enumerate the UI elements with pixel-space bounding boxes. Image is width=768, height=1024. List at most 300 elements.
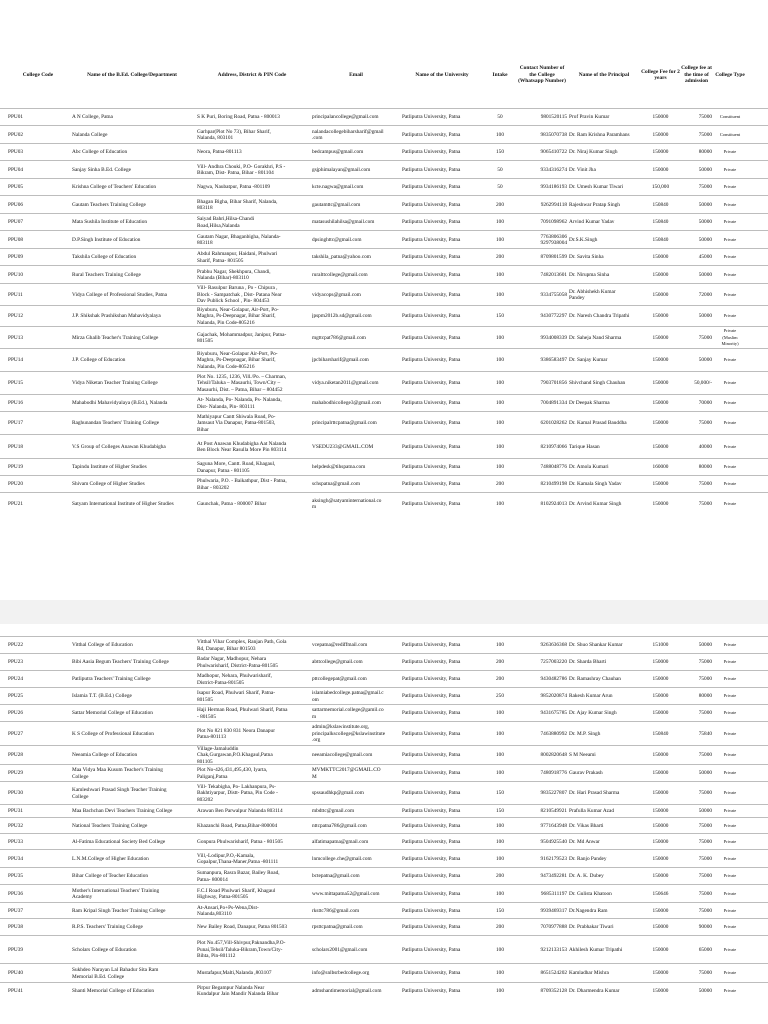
table-row: [0, 781, 768, 805]
cell-intake: 100: [496, 642, 504, 649]
cell-address: Village-Jamaluddin Chak,Gurgawan,P.O.Khagaul,Patna 801105: [197, 746, 273, 765]
cell-address: Biyuburu, Near-Golapur Air-Port, Po- Maghra, Ps-Deepnagar, Bihar Sharif, Nalanda, Pin Code-805216: [197, 350, 278, 370]
cell-intake: 250: [496, 693, 504, 700]
cell-college-type: Private (Muslim Minority): [721, 328, 739, 347]
cell-address: At- Nalanda, Po- Nalanda, Ps- Nalanda, Dist- Nalanda, Pin- 803111: [197, 397, 282, 410]
cell-email: mgttcpat786@gmail.com: [312, 334, 366, 341]
cell-contact-number: 9852020874: [540, 693, 567, 700]
cell-college-code: PPU29: [8, 770, 24, 777]
cell-college-code: PPU03: [8, 149, 24, 156]
cell-fee-2-years: 150000: [652, 291, 669, 298]
cell-college-code: PPU38: [8, 924, 24, 931]
cell-principal: Dr. Ramashray Chauhan: [569, 676, 621, 683]
cell-principal: Dr. Arvind Kumar Singh: [569, 500, 622, 507]
cell-fee-admission: 75840: [698, 730, 712, 737]
cell-college-code: PPU07: [8, 219, 24, 226]
cell-contact-number: 9771643948: [540, 822, 567, 829]
cell-university: Patliputra University, Patna: [402, 770, 461, 777]
cell-contact-number: 9065410722: [540, 149, 567, 156]
cell-principal: Dr.S.K.Singh: [569, 236, 598, 243]
cell-college-name: Maa Bachchan Devi Teachers Training College: [72, 808, 173, 815]
cell-fee-2-years: 150646: [652, 890, 669, 897]
cell-college-type: Private: [723, 693, 737, 699]
cell-fee-2-years: 150000: [652, 420, 669, 427]
cell-principal: Prof Pravin Kumar: [569, 114, 610, 121]
cell-college-code: PPU26: [8, 710, 24, 717]
cell-contact-number: 6201028262: [540, 420, 567, 427]
table-row: [0, 248, 768, 266]
cell-college-name: Islamia T.T. (B.Ed.) College: [72, 693, 132, 700]
cell-college-name: Nalanda College: [72, 131, 108, 138]
cell-fee-2-years: 150000: [652, 166, 669, 173]
cell-university: Patliputra University, Patna: [402, 924, 461, 931]
table-row: [0, 884, 768, 903]
cell-college-name: Mother's International Teachers' Training Academy: [72, 887, 160, 900]
cell-contact-number: 9212133153: [540, 946, 567, 953]
cell-email: vidyacops@gmail.com: [312, 291, 361, 298]
cell-college-name: Vidya College of Professional Studies, Patna: [72, 291, 168, 298]
cell-university: Patliputra University, Patna: [402, 907, 461, 914]
cell-principal: Dr. Sharda Bharti: [569, 659, 607, 666]
cell-principal: Dr. Vinit Jha: [569, 166, 596, 173]
cell-email: jpcbiharsharif@gmail.com: [312, 357, 369, 364]
cell-principal: Dr. Ranjo Pandey: [569, 855, 607, 862]
cell-fee-2-years: 150840: [652, 201, 669, 208]
cell-address: Badar Nagar, Madhopur, Nehara Phulwarisharif, District-Patna-801505: [197, 656, 278, 669]
table-row: [0, 411, 768, 435]
table-row: [0, 918, 768, 936]
cell-address: Vill,-Lodipur,P.O,-Kamala, Gopalpur,Thana-Maner,Patna -801111: [197, 852, 279, 865]
cell-principal: Prafulla Kumar Azad: [569, 808, 615, 815]
cell-college-type: Private: [723, 987, 737, 993]
cell-fee-admission: 75000: [698, 752, 712, 759]
cell-college-code: PPU18: [8, 443, 24, 450]
cell-intake: 150: [496, 313, 504, 320]
cell-college-code: PPU05: [8, 184, 24, 191]
cell-college-code: PPU32: [8, 822, 24, 829]
cell-intake: 100: [496, 464, 504, 471]
table-row: [0, 143, 768, 161]
table-row: [0, 160, 768, 179]
cell-college-code: PPU25: [8, 693, 24, 700]
cell-email: admshantimemorial@gmail.com: [312, 987, 382, 994]
cell-contact-number: 7091098962: [540, 219, 567, 226]
cell-address: Gaunchak, Patna - 800007 Bihar: [197, 500, 267, 507]
cell-intake: 200: [496, 659, 504, 666]
cell-university: Patliputra University, Patna: [402, 752, 461, 759]
cell-contact-number: 9939469317: [540, 907, 567, 914]
cell-fee-admission: 50000: [698, 770, 712, 777]
cell-principal: Dr. Kamala Singh Yadav: [569, 481, 622, 488]
cell-college-name: Mata Sushila Institute of Education: [72, 219, 148, 226]
cell-university: Patliputra University, Patna: [402, 334, 461, 341]
cell-principal: Dr. Savita Sinha: [569, 254, 604, 261]
cell-address: Nagwa, Naubatpur, Patna -801109: [197, 184, 270, 191]
cell-college-name: Al-Fatima Educational Society Bed College: [72, 838, 166, 845]
cell-address: Saguna More, Cantt. Road, Khagaul, Danapur, Patna - 801105: [197, 461, 276, 474]
cell-college-type: Private: [723, 149, 737, 155]
cell-address: Plot No. 1235, 1236, Vill./Po. – Charman, Tehsil/Taluka – Masaurhi, Town/City – Masaurhi, Dist. – Patna, Bihar – 804452: [197, 373, 287, 393]
table-row: [0, 670, 768, 688]
cell-fee-admission: 50000: [698, 642, 712, 649]
cell-university: Patliputra University, Patna: [402, 481, 461, 488]
table-row: [0, 902, 768, 919]
cell-college-name: Kamleshwari Prasad Singh Teacher Training College: [72, 787, 167, 800]
header-principal: Name of the Principal: [578, 71, 630, 78]
table-row: [0, 326, 768, 349]
table-row: [0, 963, 768, 983]
cell-address: Isapur Road, Phulwari Sharif, Patna- 801505: [197, 690, 275, 703]
cell-fee-admission: 50000: [698, 357, 712, 364]
cell-fee-admission: 75000: [698, 790, 712, 797]
cell-college-name: Scholars College of Education: [72, 946, 137, 953]
cell-university: Patliputra University, Patna: [402, 659, 461, 666]
header-fee-2-years: College Fee for 2 years: [641, 68, 680, 81]
cell-contact-number: 7903701856: [540, 380, 567, 387]
cell-address: Saiyad Bahri,Hilsa-Chandi Road,Hilsa,Nalanda: [197, 216, 255, 229]
header-university: Name of the University: [415, 71, 469, 78]
cell-university: Patliputra University, Patna: [402, 291, 461, 298]
cell-email: alfatimapatna@gmail.com: [312, 838, 369, 845]
cell-email: abttcollege@gmail.com: [312, 659, 363, 666]
header-email: Email: [349, 71, 363, 78]
cell-fee-2-years: 150000: [652, 500, 669, 507]
cell-college-type: Private: [723, 184, 737, 190]
cell-email: bctepatna@gmail.com: [312, 873, 360, 880]
cell-intake: 200: [496, 254, 504, 261]
cell-fee-admission: 75000: [698, 334, 712, 341]
cell-intake: 100: [496, 131, 504, 138]
cell-contact-number: 9262994118: [540, 201, 567, 208]
cell-fee-admission: 65000: [698, 946, 712, 953]
cell-principal: Rajeshwar Pratap Singh: [569, 201, 620, 208]
cell-email: ruralttcollege@gmail.com: [312, 271, 368, 278]
cell-principal: Gaurav Prakash: [569, 770, 603, 777]
cell-college-code: PPU40: [8, 970, 24, 977]
cell-university: Patliputra University, Patna: [402, 676, 461, 683]
cell-college-name: Sukhdeo Narayan Lal Bahadur Sita Ram Memorial B.Ed. College: [72, 967, 159, 980]
cell-fee-admission: 50000: [698, 201, 712, 208]
cell-contact-number: 8210499198: [540, 481, 567, 488]
cell-college-type: Private: [723, 676, 737, 682]
header-college-type: College Type: [715, 71, 745, 78]
cell-principal: Rakesh Kumar Arun: [569, 693, 613, 700]
cell-address: Garhpar(Plot No 73), Bihar Sharif, Nalanda, 803101: [197, 128, 271, 141]
cell-contact-number: 9835227807: [540, 790, 567, 797]
cell-college-code: PPU34: [8, 855, 24, 862]
cell-contact-number: 9162179523: [540, 855, 567, 862]
cell-intake: 100: [496, 500, 504, 507]
cell-intake: 200: [496, 201, 504, 208]
cell-principal: Dr.Nagendra Ram: [569, 907, 608, 914]
cell-college-code: PPU04: [8, 166, 24, 173]
cell-intake: 100: [496, 357, 504, 364]
cell-university: Patliputra University, Patna: [402, 822, 461, 829]
cell-fee-2-years: 150000: [652, 313, 669, 320]
cell-university: Patliputra University, Patna: [402, 790, 461, 797]
cell-principal: Dr. Saheja Nand Sharma: [569, 334, 622, 341]
cell-college-type: Private: [723, 770, 737, 776]
cell-intake: 100: [496, 710, 504, 717]
cell-fee-2-years: 150000: [652, 271, 669, 278]
cell-intake: 100: [496, 890, 504, 897]
cell-college-name: Abc College of Education: [72, 149, 128, 156]
table-row: [0, 195, 768, 214]
cell-college-name: Vitthal College of Education: [72, 642, 133, 649]
cell-fee-2-years: 150000: [652, 946, 669, 953]
cell-college-name: Sattar Memorial College of Education: [72, 710, 153, 717]
cell-college-type: Private: [723, 400, 737, 406]
cell-fee-admission: 50,000/-: [694, 380, 712, 387]
cell-college-name: Gautam Teachers Training College: [72, 201, 146, 208]
cell-fee-admission: 75000: [698, 838, 712, 845]
cell-contact-number: 9934186193: [540, 184, 567, 191]
cell-college-name: Ram Kripal Singh Teacher Training College: [72, 907, 166, 914]
cell-address: Sumanpura, Rasra Bazar, Bailey Road, Patna- 800014: [197, 870, 280, 883]
cell-address: Plot No.457,Vill-Shivpur,Paknandha,P.O- Punai,Tehsil/Taluka-Bikram,Town/City- Bihta, Pin-801112: [197, 940, 286, 960]
cell-university: Patliputra University, Patna: [402, 987, 461, 994]
cell-address: Vill- Tekabigha, Po- Lakhanpura, Ps- Bakhtiyarpur, Distt- Patna, Pin Code - 803202: [197, 783, 278, 803]
cell-intake: 150: [496, 790, 504, 797]
cell-college-type: Private: [723, 271, 737, 277]
cell-fee-admission: 75000: [698, 873, 712, 880]
cell-principal: Dr. Sanjay Kumar: [569, 357, 608, 364]
cell-college-type: Private: [723, 236, 737, 242]
cell-college-name: Mirza Ghalib Teacher's Training College: [72, 334, 159, 341]
cell-university: Patliputra University, Patna: [402, 357, 461, 364]
table-row: [0, 475, 768, 493]
cell-fee-admission: 90000: [698, 924, 712, 931]
cell-principal: Dr. Nirupma Sinha: [569, 271, 610, 278]
cell-contact-number: 9263636368: [540, 642, 567, 649]
cell-college-code: PPU27: [8, 730, 24, 737]
cell-email: takshila_patna@yahoo.com: [312, 254, 371, 261]
cell-university: Patliputra University, Patna: [402, 271, 461, 278]
cell-fee-2-years: 150000: [652, 357, 669, 364]
cell-college-name: Mahabodhi Mahavidyalaya (B.Ed.), Nalanda: [72, 400, 168, 407]
cell-contact-number: 8102924013: [540, 500, 567, 507]
cell-email: MVMKTTC2017@GMAIL.CO M: [312, 767, 381, 780]
cell-address: Biyuburu, Near-Golapur, Air-Port, Po- Maghra, Ps-Deepnagar, Bihar Sharif, Nalanda, Pin Code-805216: [197, 306, 279, 326]
cell-university: Patliputra University, Patna: [402, 500, 461, 507]
table-row: [0, 178, 768, 196]
cell-intake: 100: [496, 730, 504, 737]
cell-college-code: PPU09: [8, 254, 24, 261]
cell-intake: 50: [497, 166, 503, 173]
cell-intake: 200: [496, 873, 504, 880]
cell-college-type: Private: [723, 464, 737, 470]
cell-intake: 50: [497, 184, 503, 191]
cell-fee-2-years: 150000: [652, 987, 669, 994]
cell-intake: 100: [496, 420, 504, 427]
cell-college-name: L.N.M.College of Higher Education: [72, 855, 149, 862]
cell-college-code: PPU35: [8, 873, 24, 880]
cell-email: matasushilahilsa@gmail.com: [312, 219, 375, 226]
cell-college-code: PPU17: [8, 420, 24, 427]
cell-contact-number: 7463880992: [540, 730, 567, 737]
table-row: [0, 935, 768, 964]
cell-college-type: Constituent: [719, 114, 741, 120]
cell-college-name: Bihar College of Teacher Education: [72, 873, 149, 880]
cell-college-code: PPU31: [8, 808, 24, 815]
cell-college-type: Private: [723, 752, 737, 758]
cell-email: dpsinghttc@gmail.com: [312, 236, 362, 243]
cell-college-name: J.P. Shikshak Prashikshan Mahavidyalaya: [72, 313, 161, 320]
cell-principal: Dr. Gulista Khatoon: [569, 890, 612, 897]
cell-intake: 50: [497, 114, 503, 121]
cell-college-name: D.P.Singh Institute of Education: [72, 236, 141, 243]
cell-contact-number: 9801520115: [540, 114, 567, 121]
cell-principal: S M Neeami: [569, 752, 596, 759]
cell-address: Khazanchi Road, Patna,Bihar-800004: [197, 822, 278, 829]
table-row: [0, 817, 768, 834]
cell-intake: 200: [496, 924, 504, 931]
cell-contact-number: 8210974066: [540, 443, 567, 450]
cell-college-type: Private: [723, 710, 737, 716]
cell-address: Vitthal Vihar Complex, Ranjan Path, Gola Rd, Danapur, Bihar 801503: [197, 639, 287, 652]
cell-college-type: Private: [723, 890, 737, 896]
cell-email: pttcollegepat@gmail.com: [312, 676, 367, 683]
cell-principal: Dr. M.P. Singh: [569, 730, 601, 737]
cell-fee-2-years: 150000: [652, 334, 669, 341]
cell-contact-number: 9685311197: [540, 890, 567, 897]
cell-intake: 100: [496, 855, 504, 862]
cell-contact-number: 9473492281: [540, 873, 567, 880]
cell-fee-2-years: 150000: [652, 970, 669, 977]
cell-contact-number: 7763806306 9297938004: [540, 233, 567, 246]
cell-fee-admission: 50000: [698, 219, 712, 226]
cell-college-type: Private: [723, 254, 737, 260]
cell-fee-admission: 75000: [698, 659, 712, 666]
cell-university: Patliputra University, Patna: [402, 873, 461, 880]
table-row: [0, 394, 768, 412]
table-row: [0, 108, 768, 126]
cell-fee-admission: 50000: [698, 808, 712, 815]
cell-university: Patliputra University, Patna: [402, 131, 461, 138]
cell-contact-number: 8210549921: [540, 808, 567, 815]
header-contact: Contact Number of the College (Whatsapp Number): [518, 65, 566, 85]
cell-college-type: Private: [723, 642, 737, 648]
table-row: [0, 636, 768, 654]
cell-principal: Shivchand Singh Chauhan: [569, 380, 626, 387]
cell-intake: 100: [496, 770, 504, 777]
cell-intake: 100: [496, 271, 504, 278]
cell-fee-admission: 50000: [698, 271, 712, 278]
cell-contact-number: 7004891334: [540, 400, 567, 407]
cell-contact-number: 8709801599: [540, 254, 567, 261]
cell-contact-number: 9835070738: [540, 131, 567, 138]
cell-contact-number: 7482013601: [540, 271, 567, 278]
cell-college-code: PPU24: [8, 676, 24, 683]
cell-fee-2-years: 150000: [652, 659, 669, 666]
cell-principal: Dr. Umesh Kumar Tiwari: [569, 184, 624, 191]
cell-fee-2-years: 150000: [652, 693, 669, 700]
cell-fee-2-years: 150840: [652, 219, 669, 226]
cell-contact-number: 9386583497: [540, 357, 567, 364]
cell-email: sattarmemorial.college@gamil.co m: [312, 707, 384, 720]
cell-fee-admission: 72000: [698, 291, 712, 298]
cell-fee-admission: 50000: [698, 166, 712, 173]
cell-intake: 150: [496, 907, 504, 914]
cell-email: helpdesk@tihspatna.com: [312, 464, 366, 471]
cell-university: Patliputra University, Patna: [402, 808, 461, 815]
table-row: [0, 492, 768, 515]
cell-college-type: Private: [723, 313, 737, 319]
cell-college-name: Vidya Niketan Teacher Training College: [72, 380, 158, 387]
cell-college-name: A N College, Patna: [72, 114, 113, 121]
cell-university: Patliputra University, Patna: [402, 710, 461, 717]
table-row: [0, 833, 768, 850]
cell-college-name: Takshila College of Education: [72, 254, 137, 261]
cell-fee-2-years: 150,000: [651, 184, 670, 191]
cell-college-code: PPU39: [8, 946, 24, 953]
table-row: [0, 704, 768, 722]
table-row: [0, 265, 768, 284]
cell-college-name: Tapindu Institute of Higher Studies: [72, 464, 147, 471]
cell-address: F.C.I Road Phulwari Sharif, Khagaul Highway, Patna-801505: [197, 887, 276, 900]
cell-college-code: PPU33: [8, 838, 24, 845]
cell-fee-admission: 45000: [698, 254, 712, 261]
cell-university: Patliputra University, Patna: [402, 855, 461, 862]
cell-university: Patliputra University, Patna: [402, 838, 461, 845]
cell-college-name: K S College of Professional Education: [72, 730, 154, 737]
cell-intake: 100: [496, 219, 504, 226]
cell-intake: 100: [496, 443, 504, 450]
cell-email: aksingh@satyaminternational.co m: [312, 497, 382, 510]
cell-college-name: Raghunandan Teachers' Training College: [72, 420, 160, 427]
cell-college-code: PPU21: [8, 500, 24, 507]
cell-principal: Kamladhar Mishra: [569, 970, 609, 977]
cell-address: Mustafapur,Malti,Nalanda ,803107: [197, 970, 272, 977]
cell-college-type: Private: [723, 357, 737, 363]
cell-intake: 100: [496, 752, 504, 759]
cell-college-name: Sanjay Sinha B.Ed. College: [72, 166, 131, 173]
cell-intake: 200: [496, 676, 504, 683]
cell-intake: 150: [496, 808, 504, 815]
cell-college-type: Private: [723, 873, 737, 879]
cell-college-type: Private: [723, 201, 737, 207]
cell-college-name: Krishna College of Teachers' Education: [72, 184, 157, 191]
cell-email: gsjphimalayan@gmail.com: [312, 166, 371, 173]
table-row: [0, 721, 768, 746]
cell-fee-admission: 80000: [698, 693, 712, 700]
cell-principal: Dr. Md Anwar: [569, 838, 600, 845]
cell-college-type: Private: [723, 659, 737, 665]
cell-college-type: Private: [723, 166, 737, 172]
cell-fee-admission: 75000: [698, 822, 712, 829]
cell-fee-2-years: 150000: [652, 924, 669, 931]
cell-intake: 200: [496, 481, 504, 488]
cell-fee-2-years: 150000: [652, 808, 669, 815]
cell-university: Patliputra University, Patna: [402, 149, 461, 156]
cell-fee-admission: 75000: [698, 114, 712, 121]
cell-college-type: Private: [723, 500, 737, 506]
cell-college-code: PPU23: [8, 659, 24, 666]
table-row: [0, 230, 768, 249]
cell-fee-2-years: 150000: [652, 254, 669, 261]
cell-college-code: PPU14: [8, 357, 24, 364]
cell-fee-admission: 75000: [698, 481, 712, 488]
cell-college-code: PPU22: [8, 642, 24, 649]
cell-principal: Dr. Prabhakar Tiwari: [569, 924, 614, 931]
table-row: [0, 653, 768, 671]
table-row: [0, 125, 768, 144]
cell-email: mbdttc@gmail.com: [312, 808, 355, 815]
cell-email: vcepatna@rediffmail.com: [312, 642, 368, 649]
cell-intake: 100: [496, 822, 504, 829]
cell-college-name: R.P.S. Teachers' Training College: [72, 924, 143, 931]
cell-college-name: National Teachers Training College: [72, 822, 148, 829]
